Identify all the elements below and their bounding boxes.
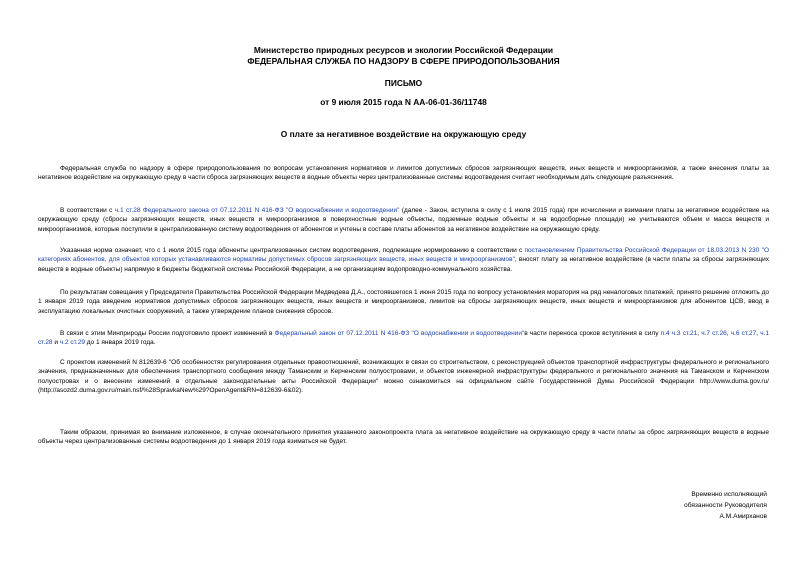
article-27-link[interactable]: ч.6 ст.27 [730,330,757,337]
ministry-title: Министерство природных ресурсов и экологии Российской Федерации [253,45,554,55]
paragraph-6: С проектом изменений N 812639-6 "Об особенностях регулирования отдельных правоотношений, возникающих в связи со строительством, с реконструкцией объектов транспортной инфраструктуры федерального и регионального значения, предназначенных для обеспечения транспортного сообщения между Таманским и Керченским полуостровами, и объектов инженерной инфраструктуры федерального и регионального значения на Таманском и Керченском полуостровах и о внесении изменений в отдельные законодательные акты Российской Федерации" можно ознакомиться на официальном сайте Государственной Думы Российской Федерации http://www.duma.gov.ru/ (http://asozd2.duma.gov.ru/main.nsf/%28SpravkaNew%29?OpenAgent&RN=812639-6&02). [38,359,769,395]
government-decree-230-link[interactable]: постановлением Правительства Российской Федерации от 18.03.2013 N 230 "О категориях абонентов, для объектов которых устанавливаются нормативы допустимых сбросов загрязняющих веществ, иных веществ и микроорганизмов" [38,247,769,264]
paragraph-5 [38,329,769,348]
paragraph-4: По результатам совещания у Председателя Правительства Российской Федерации Медведева Д.А., состоявшегося 1 июня 2015 года по вопросу установления моратория на ряд неналоговых платежей, принято решение отложить до 1 января 2019 года введение нормативов допустимых сбросов загрязняющих веществ, иных веществ и микроорганизмов, лимитов на сбросы загрязняющих веществ, иных веществ и микроорганизмов для абонентов ЦСВ, ввод в эксплуатацию локальных очистных сооружений, а также утверждение планов снижения сбросов. [38,289,769,315]
article-26-link[interactable]: ч.7 ст.26 [701,330,727,337]
paragraph-3-text: Указанная норма означает, что с 1 июля 2015 года абоненты централизованных систем водоотведения, подлежащие нормированию в соответствии с [60,247,525,254]
paragraph-5-text-2: в части переноса сроков вступления в силу [524,330,661,337]
paragraph-3 [38,246,769,274]
paragraph-2 [38,206,769,234]
separator: , [697,330,702,337]
paragraph-7: Таким образом, принимая во внимание изложенное, в случае окончательного принятия указанного законопроекта плата за негативное воздействие на окружающую среду в части платы за сброс загрязняющих веществ в водные объекты через централизованные системы водоотведения до 1 января 2019 года взиматься не будет. [38,429,769,446]
document-type: ПИСЬМО [384,78,423,88]
paragraph-3-text-cont: , вносят плату за негативное воздействие (в части платы за сбросы загрязняющих веществ в водные объекты) напрямую в бюджеты бюджетной системы Российской Федерации, а не организациям водопроводно-коммунального хозяйства. [38,256,769,273]
paragraph-5-text-end: до 1 января 2019 года. [84,339,156,347]
article-29-link[interactable]: ч.2 ст.29 [59,339,85,347]
federal-law-link[interactable]: Федеральный закон от 07.12.2011 N 416-ФЗ "О водоснабжении и водоотведении" [274,330,525,337]
article-28-link[interactable]: ч.1 ст.28 [38,330,769,347]
signature-position-line-1: Временно исполняющий [691,491,767,498]
article-21-link[interactable]: п.4 ч.3 ст.21 [660,330,698,337]
separator: и [52,339,60,347]
document-subject: О плате за негативное воздействие на окружающую среду [280,129,527,139]
paragraph-5-text: В связи с этим Минприроды России подготовило проект изменений в [60,330,275,337]
signature-name: А.М.Амирханов [719,513,767,520]
service-title: ФЕДЕРАЛЬНАЯ СЛУЖБА ПО НАДЗОРУ В СФЕРЕ ПРИРОДОПОЛЬЗОВАНИЯ [247,56,560,66]
separator: , [756,330,761,337]
paragraph-2-text: В соответствии с [60,207,115,214]
law-416-fz-link[interactable]: ч.1 ст.28 Федерального закона от 07.12.2011 N 416-ФЗ "О водоснабжении и водоотведении" [114,207,400,214]
paragraph-2-text-cont: (далее - Закон, вступила в силу с 1 июля 2015 года) при исчислении и взимании платы за негативное воздействие на окружающую среду (сбросы загрязняющих веществ, иных веществ и микроорганизмов в поверхностные водные объекты, подземные водные объекты и на водосборные площади) не учитываются объем и масса веществ и микроорганизмов, которые поступили в централизованную систему водоотведения от абонентов и учтены в составе платы абонентов за негативное воздействие на окружающую среду. [38,207,770,233]
paragraph-1: Федеральная служба по надзору в сфере природопользования по вопросам установления нормативов и лимитов допустимых сбросов загрязняющих веществ, иных веществ и микроорганизмов, а также внесения платы за негативное воздействие на окружающую среду в части сброса загрязняющих веществ в водные объекты через централизованные системы водоотведения считает необходимым дать следующие разъяснения. [38,165,769,182]
signature-position-line-2: обязанности Руководителя [684,502,767,509]
separator: , [726,330,731,337]
document-date-number: от 9 июля 2015 года N АА-06-01-36/11748 [320,97,487,107]
